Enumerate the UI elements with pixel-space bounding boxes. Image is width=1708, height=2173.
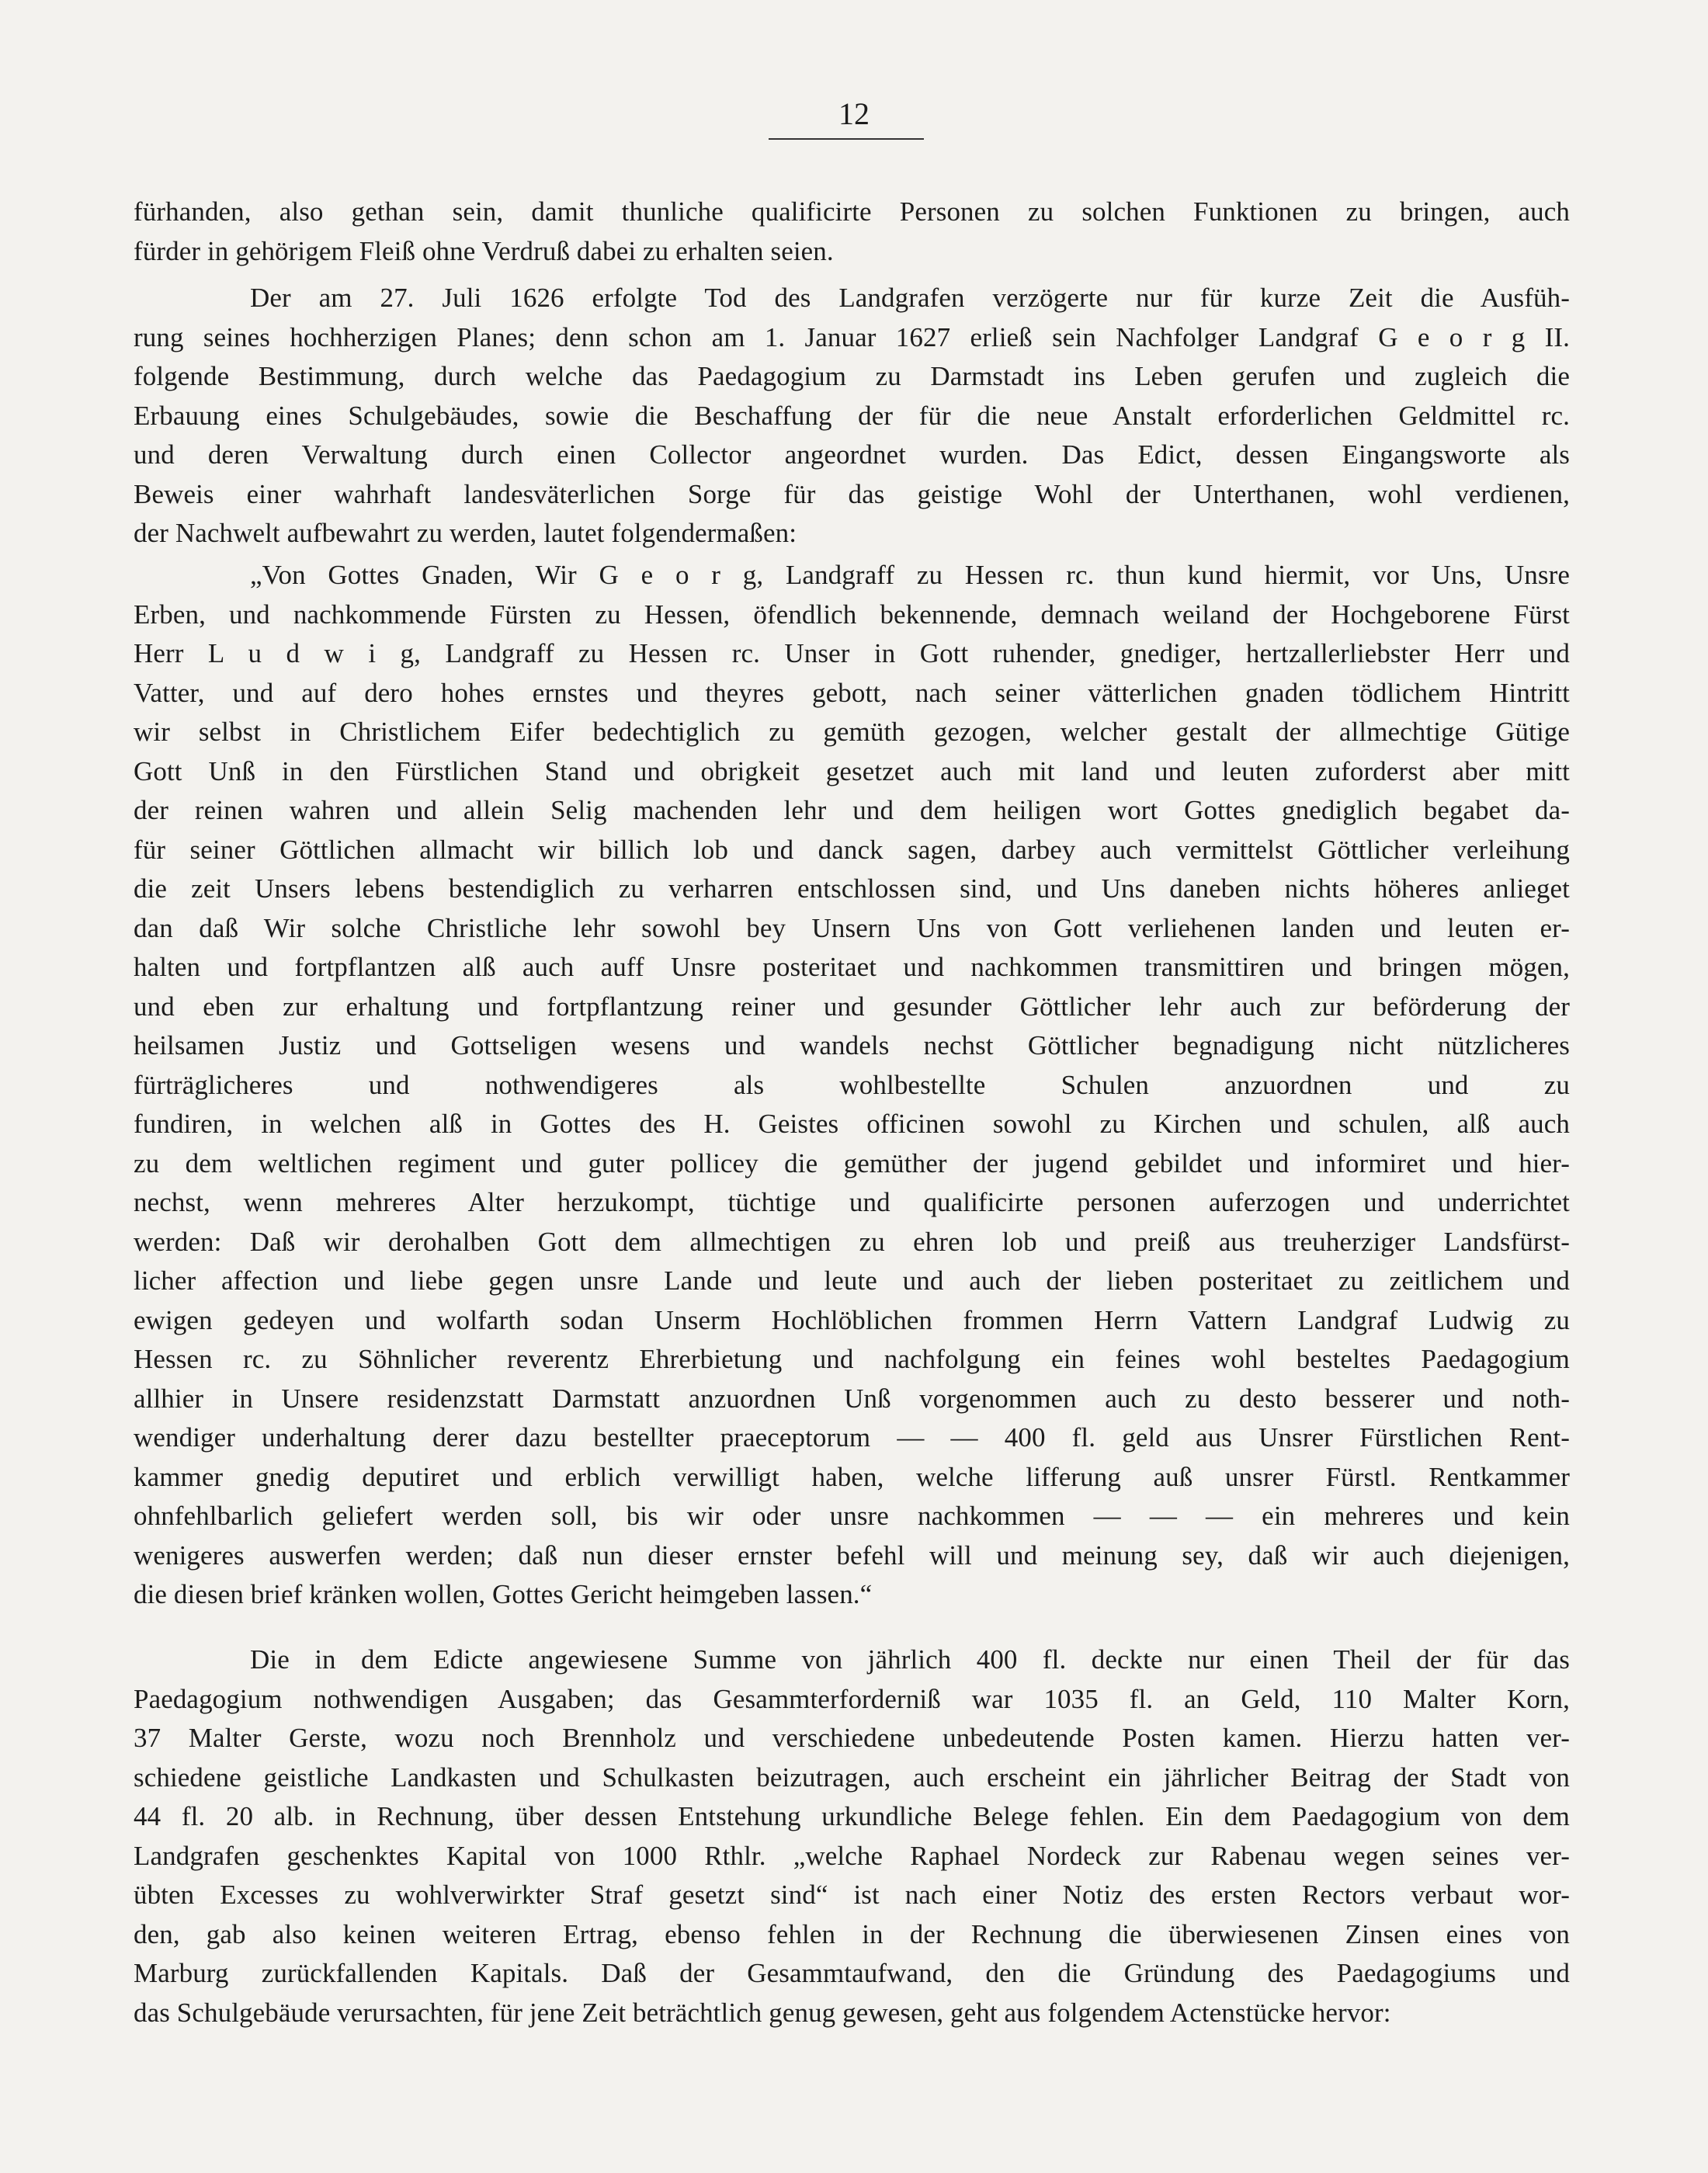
text-line: kammer gnedig deputiret und erblich verwilligt haben, welche lifferung auß unsrer Fürstl. Rentkammer [134,1461,1570,1492]
text-line: wenigeres auswerfen werden; daß nun dieser ernster befehl will und meinung sey, daß wir auch diejenigen, [134,1539,1570,1571]
text-line: Gott Unß in den Fürstlichen Stand und obrigkeit gesetzet auch mit land und leuten zuforderst aber mitt [134,755,1570,786]
text-line: Erben, und nachkommende Fürsten zu Hessen, öfendlich bekennende, demnach weiland der Hochgeborene Fürst [134,599,1570,630]
paragraph [134,279,1570,554]
text-line: Der am 27. Juli 1626 erfolgte Tod des Landgrafen verzögerte nur für kurze Zeit die Ausfüh- [250,283,1570,313]
text-line: für seiner Göttlichen allmacht wir billich lob und danck sagen, darbey auch vermittelst Göttlicher verleihung [134,834,1570,865]
text-line: und eben zur erhaltung und fortpflantzung reiner und gesunder Göttlicher lehr auch zur beförderung der [134,991,1570,1022]
text-line: übten Excesses zu wohlverwirkter Straf gesetzt sind“ ist nach einer Notiz des ersten Rectors verbaut wor- [134,1880,1570,1910]
text-line: den, gab also keinen weiteren Ertrag, ebenso fehlen in der Rechnung die überwiesenen Zinsen eines von [134,1918,1570,1949]
text-line: nechst, wenn mehreres Alter herzukompt, tüchtige und qualificirte personen auferzogen und underrichtet [134,1187,1570,1217]
text-line: zu dem weltlichen regiment und guter pollicey die gemüther der jugend gebildet und informiret und hier- [134,1147,1570,1178]
text-line: werden: Daß wir derohalben Gott dem allmechtigen zu ehren lob und preiß aus treuherziger Landsfürst- [134,1226,1570,1257]
text-line: Vatter, und auf dero hohes ernstes und theyres gebott, nach seiner vätterlichen gnaden tödlichem Hintritt [134,677,1570,708]
text-line: 44 fl. 20 alb. in Rechnung, über dessen Entstehung urkundliche Belege fehlen. Ein dem Paedagogium von dem [134,1801,1570,1831]
text-line: die zeit Unsers lebens bestendiglich zu verharren entschlossen sind, und Uns daneben nichts höheres anlieget [134,873,1570,904]
text-line: Landgrafen geschenktes Kapital von 1000 Rthlr. „welche Raphael Nordeck zur Rabenau wegen seines ver- [134,1840,1570,1871]
text-line: wendiger underhaltung derer dazu bestellter praeceptorum — — 400 fl. geld aus Unsrer Fürstlichen Rent- [134,1422,1570,1453]
text-line: fürder in gehörigem Fleiß ohne Verdruß dabei zu erhalten seien. [134,235,834,266]
text-line: Herr L u d w i g, Landgraff zu Hessen rc. Unser in Gott ruhender, gnediger, hertzallerliebster Herr und [134,638,1570,668]
text-line: Marburg zurückfallenden Kapitals. Daß der Gesammtaufwand, den die Gründung des Paedagogiums und [134,1958,1570,1988]
text-line: „Von Gottes Gnaden, Wir G e o r g, Landgraff zu Hessen rc. thun kund hiermit, vor Uns, Unsre [250,560,1570,590]
paragraph [134,556,1570,1615]
text-line: fürträglicheres und nothwendigeres als wohlbestellte Schulen anzuordnen und zu [134,1069,1570,1100]
text-line: fürhanden, also gethan sein, damit thunliche qualificirte Personen zu solchen Funktionen zu bringen, auch [134,196,1570,227]
text-line: ewigen gedeyen und wolfarth sodan Unserm Hochlöblichen frommen Herrn Vattern Landgraf Ludwig zu [134,1304,1570,1335]
text-line: dan daß Wir solche Christliche lehr sowohl bey Unsern Uns von Gott verliehenen landen und leuten er- [134,912,1570,943]
text-line: allhier in Unsere residenzstatt Darmstatt anzuordnen Unß vorgenommen auch zu desto besserer und noth- [134,1383,1570,1414]
paragraph [134,193,1570,271]
text-line: Paedagogium nothwendigen Ausgaben; das Gesammterforderniß war 1035 fl. an Geld, 110 Malter Korn, [134,1683,1570,1714]
text-line: schiedene geistliche Landkasten und Schulkasten beizutragen, auch erscheint ein jährlicher Beitrag der Stadt von [134,1762,1570,1793]
text-line: halten und fortpflantzen alß auch auff Unsre posteritaet und nachkommen transmittiren und bringen mögen, [134,952,1570,982]
text-line: und deren Verwaltung durch einen Collector angeordnet wurden. Das Edict, dessen Eingangsworte als [134,439,1570,470]
text-line: Beweis einer wahrhaft landesväterlichen Sorge für das geistige Wohl der Unterthanen, wohl verdienen, [134,478,1570,509]
text-line: heilsamen Justiz und Gottseligen wesens und wandels nechst Göttlicher begnadigung nicht nützlicheres [134,1030,1570,1060]
text-line: Die in dem Edicte angewiesene Summe von jährlich 400 fl. deckte nur einen Theil der für das [250,1644,1570,1675]
text-line: Erbauung eines Schulgebäudes, sowie die Beschaffung der für die neue Anstalt erforderlichen Geldmittel rc. [134,400,1570,431]
text-line: fundiren, in welchen alß in Gottes des H. Geistes officinen sowohl zu Kirchen und schulen, alß auch [134,1109,1570,1139]
text-line: der reinen wahren und allein Selig machenden lehr und dem heiligen wort Gottes gnediglich begabet da- [134,795,1570,825]
text-line: ohnfehlbarlich geliefert werden soll, bis wir oder unsre nachkommen — — — ein mehreres und kein [134,1501,1570,1531]
page-number: 12 [838,96,870,131]
text-line: das Schulgebäude verursachten, für jene Zeit beträchtlich genug gewesen, geht aus folgendem Actenstücke hervor: [134,1997,1391,2028]
text-line: 37 Malter Gerste, wozu noch Brennholz und verschiedene unbedeutende Posten kamen. Hierzu hatten ver- [134,1723,1570,1753]
text-line: folgende Bestimmung, durch welche das Paedagogium zu Darmstadt ins Leben gerufen und zugleich die [134,361,1570,391]
text-line: Hessen rc. zu Söhnlicher reverentz Ehrerbietung und nachfolgung ein feines wohl besteltes Paedagogium [134,1344,1570,1374]
paragraph [134,1640,1570,2032]
text-line: die diesen brief kränken wollen, Gottes Gericht heimgeben lassen.“ [134,1579,873,1609]
text-line: rung seines hochherzigen Planes; denn schon am 1. Januar 1627 erließ sein Nachfolger Landgraf G e o r g II. [134,321,1570,352]
header-rule [769,138,924,140]
text-line: der Nachwelt aufbewahrt zu werden, lautet folgendermaßen: [134,518,797,548]
text-line: wir selbst in Christlichem Eifer bedechtiglich zu gemüth gezogen, welcher gestalt der allmechtige Gütige [134,717,1570,747]
text-line: licher affection und liebe gegen unsre Lande und leute und auch der lieben posteritaet zu zeitlichem und [134,1265,1570,1296]
